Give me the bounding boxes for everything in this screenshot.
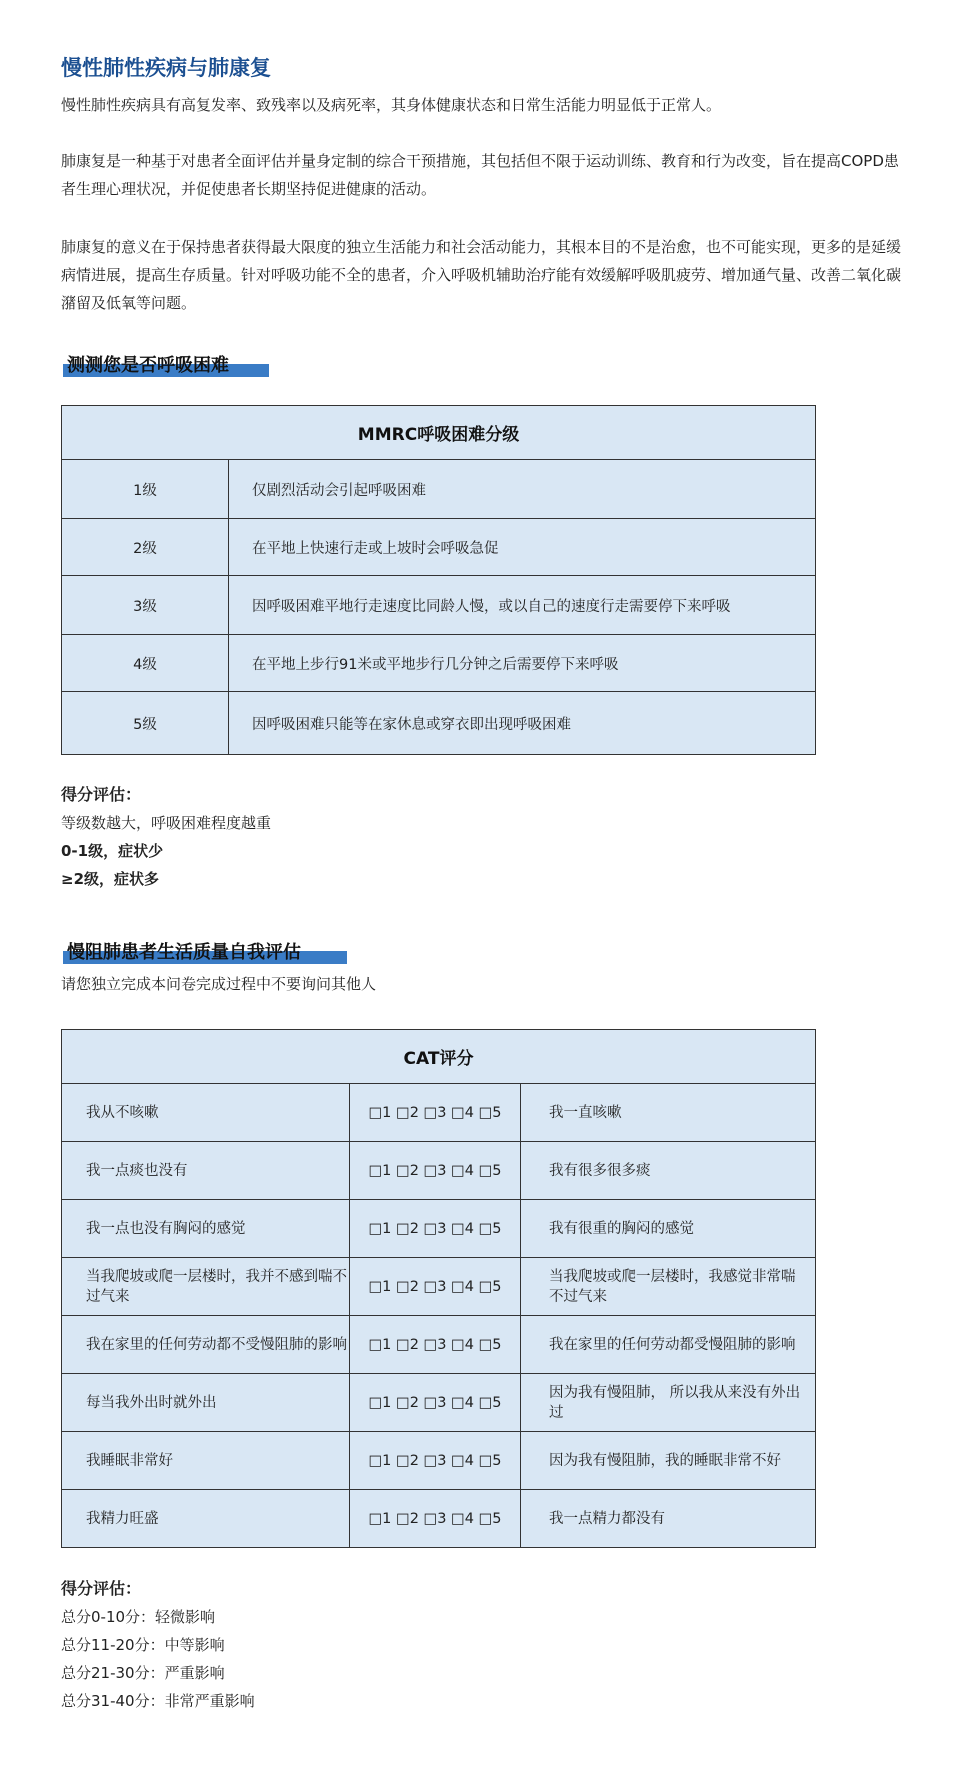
score-heading: 得分评估： <box>61 1579 142 1598</box>
score-line: 总分11-20分：中等影响 <box>61 1636 225 1654</box>
table-row <box>62 1084 816 1142</box>
table-row <box>62 1432 816 1490</box>
mmrc-level: 1级 <box>62 460 229 519</box>
mmrc-description: 仅剧烈活动会引起呼吸困难 <box>229 460 816 519</box>
table-row <box>62 1316 816 1374</box>
cat-left-statement: 我从不咳嗽 <box>62 1084 350 1142</box>
cat-options[interactable]: □1 □2 □3 □4 □5 <box>350 1316 521 1374</box>
table-row <box>62 519 816 576</box>
paragraph-rehab-significance: 肺康复的意义在于保持患者获得最大限度的独立生活能力和社会活动能力，其根本目的不是治愈，也不可能实现，更多的是延缓病情进展，提高生存质量。针对呼吸功能不全的患者，介入呼吸机辅助治疗能有效缓解呼吸肌疲劳、增加通气量、改善二氧化碳潴留及低氧等问题。 <box>61 238 902 312</box>
score-line: 等级数越大，呼吸困难程度越重 <box>61 814 272 832</box>
page-title: 慢性肺性疾病与肺康复 <box>61 56 271 80</box>
cat-right-statement: 我有很多很多痰 <box>521 1142 816 1200</box>
cat-options[interactable]: □1 □2 □3 □4 □5 <box>350 1374 521 1432</box>
table-row <box>62 1374 816 1432</box>
cat-left-statement: 我在家里的任何劳动都不受慢阻肺的影响 <box>62 1316 350 1374</box>
mmrc-level: 4级 <box>62 635 229 692</box>
cat-table-title: CAT评分 <box>62 1030 816 1084</box>
mmrc-score-evaluation <box>61 781 271 893</box>
cat-options[interactable]: □1 □2 □3 □4 □5 <box>350 1084 521 1142</box>
questionnaire-instruction: 请您独立完成本问卷完成过程中不要询问其他人 <box>61 975 377 993</box>
mmrc-table-title: MMRC呼吸困难分级 <box>62 406 816 460</box>
table-row <box>62 1258 816 1316</box>
score-line: 0-1级，症状少 <box>61 842 164 860</box>
cat-right-statement: 因为我有慢阻肺， 所以我从来没有外出过 <box>521 1374 816 1432</box>
section-title-quality-of-life: 慢阻肺患者生活质量自我评估 <box>61 936 351 966</box>
mmrc-description: 在平地上步行91米或平地步行几分钟之后需要停下来呼吸 <box>229 635 816 692</box>
table-row <box>62 635 816 692</box>
mmrc-table <box>61 405 816 755</box>
score-line: 总分31-40分：非常严重影响 <box>61 1692 255 1710</box>
mmrc-level: 2级 <box>62 519 229 576</box>
cat-options[interactable]: □1 □2 □3 □4 □5 <box>350 1258 521 1316</box>
cat-options[interactable]: □1 □2 □3 □4 □5 <box>350 1200 521 1258</box>
cat-options[interactable]: □1 □2 □3 □4 □5 <box>350 1142 521 1200</box>
mmrc-description: 因呼吸困难平地行走速度比同龄人慢，或以自己的速度行走需要停下来呼吸 <box>229 576 816 635</box>
cat-right-statement: 我一点精力都没有 <box>521 1490 816 1548</box>
paragraph-intro: 慢性肺性疾病具有高复发率、致残率以及病死率，其身体健康状态和日常生活能力明显低于正常人。 <box>61 96 722 114</box>
cat-left-statement: 我精力旺盛 <box>62 1490 350 1548</box>
cat-left-statement: 我睡眠非常好 <box>62 1432 350 1490</box>
cat-right-statement: 因为我有慢阻肺，我的睡眠非常不好 <box>521 1432 816 1490</box>
score-heading: 得分评估： <box>61 785 142 804</box>
score-line: ≥2级，症状多 <box>61 870 160 888</box>
cat-right-statement: 当我爬坡或爬一层楼时，我感觉非常喘不过气来 <box>521 1258 816 1316</box>
cat-right-statement: 我一直咳嗽 <box>521 1084 816 1142</box>
mmrc-description: 因呼吸困难只能等在家休息或穿衣即出现呼吸困难 <box>229 692 816 755</box>
paragraph-rehab-definition: 肺康复是一种基于对患者全面评估并量身定制的综合干预措施，其包括但不限于运动训练、教育和行为改变，旨在提高COPD患者生理心理状况，并促使患者长期坚持促进健康的活动。 <box>61 152 899 198</box>
cat-score-evaluation <box>61 1575 255 1715</box>
mmrc-level: 5级 <box>62 692 229 755</box>
table-row <box>62 460 816 519</box>
cat-left-statement: 我一点也没有胸闷的感觉 <box>62 1200 350 1258</box>
mmrc-description: 在平地上快速行走或上坡时会呼吸急促 <box>229 519 816 576</box>
cat-options[interactable]: □1 □2 □3 □4 □5 <box>350 1432 521 1490</box>
table-row <box>62 1490 816 1548</box>
table-row <box>62 692 816 755</box>
table-row <box>62 576 816 635</box>
cat-left-statement: 每当我外出时就外出 <box>62 1374 350 1432</box>
score-line: 总分0-10分：轻微影响 <box>61 1608 216 1626</box>
table-row <box>62 1142 816 1200</box>
score-line: 总分21-30分：严重影响 <box>61 1664 225 1682</box>
table-row <box>62 1200 816 1258</box>
cat-options[interactable]: □1 □2 □3 □4 □5 <box>350 1490 521 1548</box>
cat-right-statement: 我有很重的胸闷的感觉 <box>521 1200 816 1258</box>
mmrc-level: 3级 <box>62 576 229 635</box>
cat-left-statement: 当我爬坡或爬一层楼时，我并不感到喘不过气来 <box>62 1258 350 1316</box>
cat-left-statement: 我一点痰也没有 <box>62 1142 350 1200</box>
cat-table <box>61 1029 816 1548</box>
cat-right-statement: 我在家里的任何劳动都受慢阻肺的影响 <box>521 1316 816 1374</box>
section-title-dyspnea: 测测您是否呼吸困难 <box>61 349 271 379</box>
